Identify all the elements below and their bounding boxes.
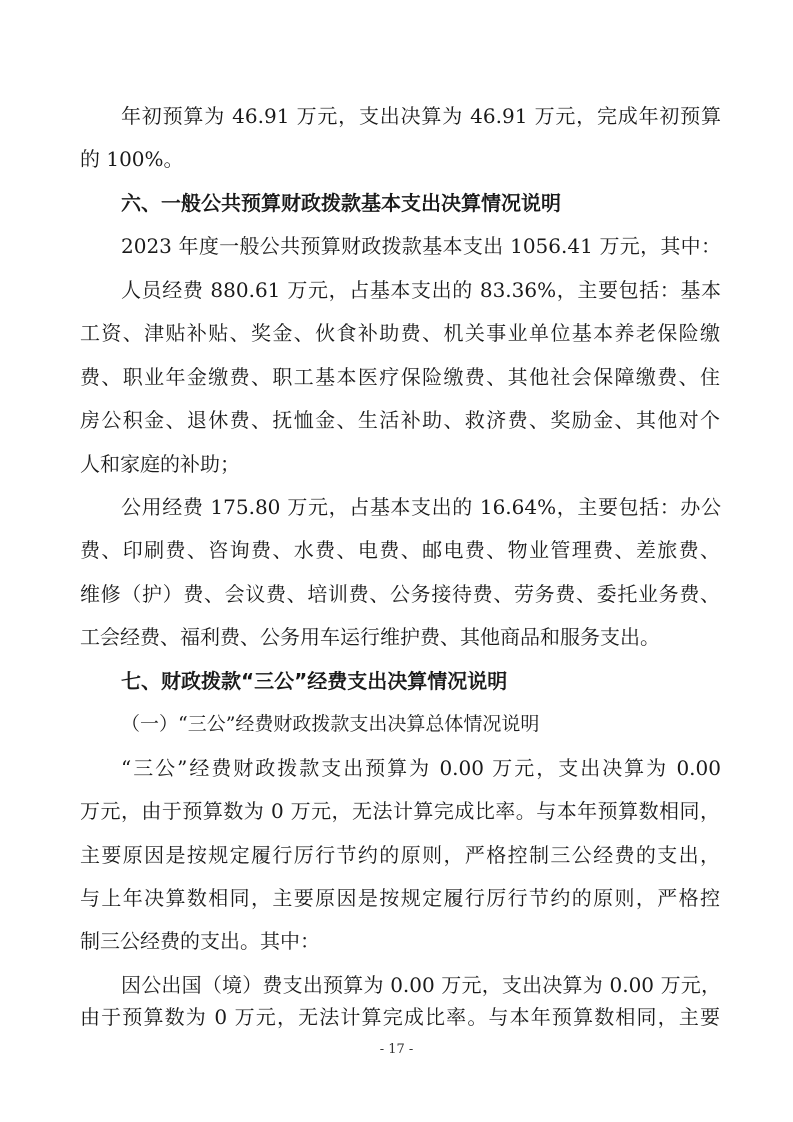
paragraph-line: 工资、津贴补贴、奖金、伙食补助费、机关事业单位基本养老保险缴: [80, 321, 720, 345]
page-number: - 17 -: [379, 1042, 414, 1057]
section-heading-six: 六、一般公共预算财政拨款基本支出决算情况说明: [121, 191, 561, 215]
paragraph-line: 年初预算为 46.91 万元，支出决算为 46.91 万元，完成年初预算: [121, 104, 721, 128]
paragraph-line: 的 100%。: [80, 147, 184, 171]
paragraph-line: 由于预算数为 0 万元，无法计算完成比率。与本年预算数相同，主要: [80, 1005, 720, 1029]
paragraph-line: 万元，由于预算数为 0 万元，无法计算完成比率。与本年预算数相同，: [80, 799, 720, 823]
paragraph-line: 因公出国（境）费支出预算为 0.00 万元，支出决算为 0.00 万元，: [121, 973, 721, 997]
paragraph-line: 费、印刷费、咨询费、水费、电费、邮电费、物业管理费、差旅费、: [80, 538, 720, 562]
paragraph-line: 2023 年度一般公共预算财政拨款基本支出 1056.41 万元，其中：: [121, 234, 721, 258]
paragraph-line: 制三公经费的支出。其中：: [80, 929, 320, 953]
paragraph-line: 费、职业年金缴费、职工基本医疗保险缴费、其他社会保障缴费、住: [80, 365, 720, 389]
paragraph-line: 人员经费 880.61 万元，占基本支出的 83.36%，主要包括：基本: [121, 278, 721, 302]
subsection-heading: （一）“三公”经费财政拨款支出决算总体情况说明: [121, 713, 540, 735]
paragraph-line: 工会经费、福利费、公务用车运行维护费、其他商品和服务支出。: [80, 625, 660, 649]
paragraph-line: 主要原因是按规定履行厉行节约的原则，严格控制三公经费的支出，: [80, 843, 720, 867]
paragraph-line: “三公”经费财政拨款支出预算为 0.00 万元，支出决算为 0.00: [121, 756, 721, 780]
paragraph-line: 房公积金、退休费、抚恤金、生活补助、救济费、奖励金、其他对个: [80, 408, 720, 432]
paragraph-line: 公用经费 175.80 万元，占基本支出的 16.64%，主要包括：办公: [121, 495, 721, 519]
paragraph-line: 维修（护）费、会议费、培训费、公务接待费、劳务费、委托业务费、: [80, 582, 720, 606]
section-heading-seven: 七、财政拨款“三公”经费支出决算情况说明: [121, 669, 508, 693]
paragraph-line: 人和家庭的补助；: [80, 452, 240, 476]
paragraph-line: 与上年决算数相同，主要原因是按规定履行厉行节约的原则，严格控: [80, 886, 720, 910]
